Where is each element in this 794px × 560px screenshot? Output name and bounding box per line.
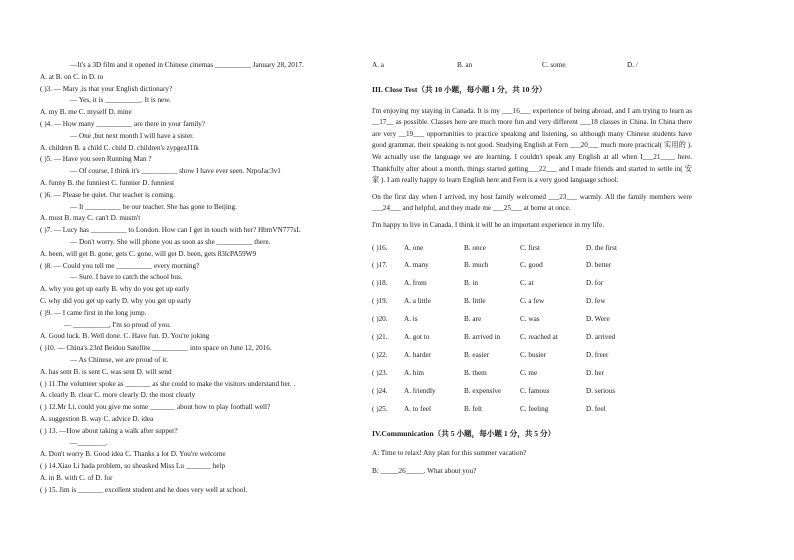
question-line: A. must B. may C. can't D. mustn't (40, 214, 141, 223)
answer-option: D. better (586, 261, 612, 270)
answer-option: A. many (404, 261, 429, 270)
question-line: ( ) 13. —How about taking a walk after supper? (40, 426, 178, 435)
question-line: ( )8. — Could you tell me __________ every morning? (40, 261, 200, 270)
question-line: A. been, will get B. gone, gets C. gone, will get D. been, gets 83lcPA59W9 (40, 249, 257, 258)
question-number: ( )19. (372, 297, 388, 306)
answer-option: B. arrived in (464, 332, 501, 341)
answer-option: C. at (520, 279, 534, 288)
question-line: ( )3. — Mary ,is that your English dictionary? (40, 84, 173, 93)
cloze-question-row (372, 240, 692, 258)
section-iii-title: III. Close Test（共 10 小题，每小题 1 分，共 10 分） (372, 84, 547, 94)
question-line: ( ) 12.Mr Li, could you give me some _______ about how to play football well? (40, 403, 271, 412)
answer-option: A. got to (404, 332, 430, 341)
left-column (40, 60, 360, 496)
answer-option: D. freer (586, 350, 609, 359)
q15-options (372, 60, 692, 72)
question-line: A. Good luck. B. Well done. C. Have fun. D. You're joking (40, 332, 210, 341)
answer-option: B. are (464, 315, 482, 324)
question-line: — Don't worry. She will phone you as soon as she __________ there. (70, 237, 271, 246)
answer-option: A. from (404, 279, 427, 288)
question-line: A. Don't worry B. Good idea C. Thanks a lot D. You're welcome (40, 450, 226, 459)
question-line: — It __________ be our teacher. She has gone to Beijing. (70, 202, 237, 211)
answer-option: C. feeling (520, 404, 549, 413)
answer-option: C. a few (520, 297, 545, 306)
question-number: ( )24. (372, 386, 388, 395)
answer-option: C. good (520, 261, 543, 270)
answer-option: D. the first (586, 243, 617, 252)
cloze-paragraph-3: I'm happy to live in Canada. I think it will be an important experience in my life. (372, 220, 605, 229)
question-line: A. my B. me C. myself D. mine (40, 108, 132, 117)
question-line: — __________, I'm so proud of you. (64, 320, 171, 329)
cloze-question-row (372, 383, 692, 401)
cloze-paragraph-1: I'm enjoying my staying in Canada. It is my ___16___ experience of being abroad, and I am trying to learn as __17__ as possible. Classes here are much more fun and very different ___18 classes in China. In China there are very __19___ opportunities to practice speaking and listening, so although many Chinese students have good grammar, their speaking is not good. Studying English at Fern ___20___ much more practical( 实用的 ). We actually use the language we are learning. I couldn't speak any English at all when I___21____ here. Thankfully after about a month, things started getting___22___ and I made friends and started to settle in( 安家 ). I am really happy to learn English here and Fern is a very good language school. (372, 106, 692, 185)
cloze-question-row (372, 257, 692, 275)
answer-option: B. in (464, 279, 478, 288)
question-line: ( )10. — China's 23rd Beidou Satellite __________ into space on June 12, 2016. (40, 344, 272, 353)
cloze-questions (372, 240, 692, 419)
answer-option: A. a little (404, 297, 431, 306)
answer-option: A. one (404, 243, 424, 252)
cloze-question-row (372, 329, 692, 347)
answer-option: B. once (464, 243, 486, 252)
question-line: ( ) 14.Xiao Li hada problem, so sheasked Miss Lu _______ help (40, 462, 226, 471)
question-line: C. why did you get up early D. why you get up early (40, 296, 192, 305)
q15-option-b: B. an (457, 61, 473, 69)
answer-option: B. much (464, 261, 489, 270)
question-number: ( )22. (372, 350, 388, 359)
answer-option: A. friendly (404, 386, 436, 395)
answer-option: B. little (464, 297, 486, 306)
question-line: — One ,but next month I will have a sister. (70, 131, 194, 140)
answer-option: D. for (586, 279, 604, 288)
question-line: — As Chinese, we are proud of it. (70, 355, 169, 364)
right-column (372, 60, 692, 478)
question-line: A. has sent B. is sent C. was sent D. will send (40, 367, 172, 376)
question-line: ( )5. — Have you seen Running Man ? (40, 155, 152, 164)
answer-option: C. famous (520, 386, 550, 395)
answer-option: B. easier (464, 350, 490, 359)
question-line: ( ) 11.The volunteer spoke as _______ as she could to make the visitors understand her. . (40, 379, 296, 388)
answer-option: D. serious (586, 386, 616, 395)
q15-option-a: A. a (372, 61, 384, 69)
section-iv-title: IV.Communication（共 5 小题，每小题 1 分，共 5 分） (372, 429, 556, 439)
cloze-question-row (372, 401, 692, 419)
question-line: ( )6. — Please be quiet. Our teacher is coming. (40, 190, 175, 199)
answer-option: C. me (520, 368, 538, 377)
q15-option-d: D. / (627, 61, 638, 69)
question-number: ( )18. (372, 279, 388, 288)
question-line: ( )4. — How many __________ are there in your family? (40, 119, 206, 128)
answer-option: C. was (520, 315, 540, 324)
question-line: A. in B. with C. of D. for (40, 473, 113, 482)
question-line: — Yes, it is __________. It is new. (70, 96, 171, 105)
q15-option-c: C. some (542, 61, 566, 69)
question-line: A. at B. on C. in D. to (40, 72, 104, 81)
answer-option: C. busier (520, 350, 546, 359)
dialog-line-a: A: Time to relax! Any plan for this summer vacation? (372, 449, 527, 458)
question-line: — Sure. I have to catch the school bus. (70, 273, 183, 282)
question-number: ( )20. (372, 315, 388, 324)
answer-option: C. reached at (520, 332, 558, 341)
question-line: A. clearly B. clear C. more clearly D. the most clearly (40, 391, 196, 400)
question-line: —It's a 3D film and it opened in Chinese cinemas __________ January 28, 2017. (70, 61, 304, 69)
question-number: ( )17. (372, 261, 388, 270)
question-line: —________. (70, 438, 108, 447)
answer-option: D. feel (586, 404, 606, 413)
cloze-question-row (372, 311, 692, 329)
cloze-question-row (372, 365, 692, 383)
question-line: A. why you get up early B. why do you get up early (40, 285, 190, 294)
cloze-question-row (372, 293, 692, 311)
answer-option: D. arrived (586, 332, 616, 341)
answer-option: C. first (520, 243, 540, 252)
answer-option: A. him (404, 368, 424, 377)
answer-option: B. felt (464, 404, 482, 413)
cloze-paragraph-2: On the first day when I arrived, my host family welcomed ___23___ warmly. All the family members were ___24___ and helpful, and they made me ___25___ at home at once. (372, 192, 692, 213)
question-number: ( )16. (372, 243, 388, 252)
cloze-question-row (372, 275, 692, 293)
question-line: ( ) 15. Jim is _______ excellent student and he does very well at school. (40, 485, 248, 494)
answer-option: D. few (586, 297, 606, 306)
answer-option: A. is (404, 315, 418, 324)
question-line: ( )9. — I came first in the long jump. (40, 308, 147, 317)
dialog-line-b: B: _____26_____. What about you? (372, 467, 477, 476)
answer-option: A. to feel (404, 404, 431, 413)
answer-option: A. harder (404, 350, 432, 359)
answer-option: D. her (586, 368, 604, 377)
answer-option: B. expensive (464, 386, 502, 395)
question-number: ( )21. (372, 332, 388, 341)
answer-option: D. Were (586, 315, 610, 324)
cloze-question-row (372, 347, 692, 365)
question-number: ( )25. (372, 404, 388, 413)
question-number: ( )23. (372, 368, 388, 377)
question-line: A. funny B. the funniest C. funnier D. funniest (40, 178, 175, 187)
answer-option: B. them (464, 368, 487, 377)
question-line: A. children B. a child C. child D. children's zypgezJ1lk (40, 143, 199, 152)
question-line: ( )7. — Lucy has __________ to London. How can I get in touch with her? HbmVN777sL (40, 226, 301, 235)
question-line: A. suggestion B. way C. advice D. idea (40, 414, 154, 423)
question-line: — Of course, I think it's __________ show I have ever seen. NrpoJac3v1 (70, 167, 281, 176)
